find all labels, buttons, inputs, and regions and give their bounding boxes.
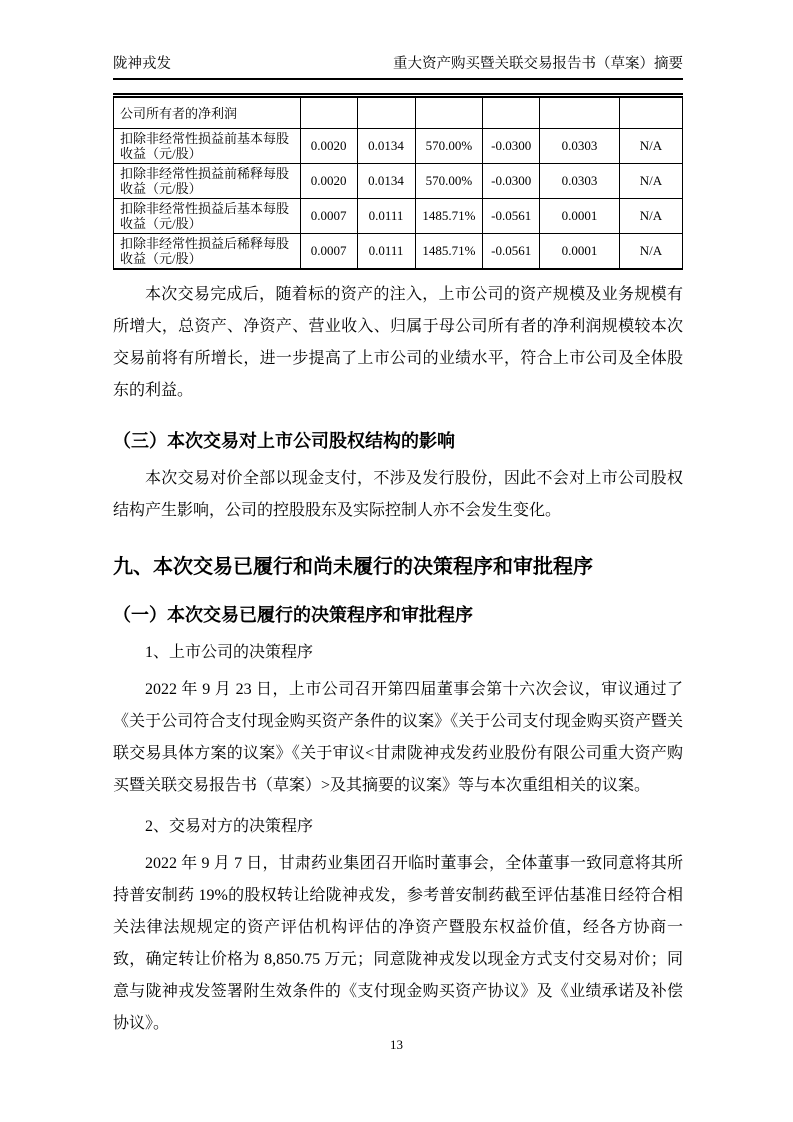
- table-row: [114, 164, 683, 199]
- subitem-2-counterparty-procedure: 2、交易对方的决策程序: [145, 818, 314, 835]
- cell-value: 0.0020: [300, 164, 357, 199]
- cell-value: -0.0300: [483, 164, 540, 199]
- row-label: 扣除非经常性损益前稀释每股收益（元/股）: [114, 164, 301, 199]
- page-number: 13: [390, 1037, 403, 1052]
- cell-value: 0.0111: [357, 234, 415, 270]
- cell-value: [540, 96, 620, 129]
- cell-value: 0.0303: [540, 164, 620, 199]
- paragraph-transaction-effect: 本次交易完成后，随着标的资产的注入，上市公司的资产规模及业务规模有所增大，总资产、净资产、营业收入、归属于母公司所有者的净利润规模较本次交易前将有所增长，进一步提高了上市公司的业绩水平，符合上市公司及全体股东的利益。: [113, 286, 683, 399]
- paragraph-equity-structure: 本次交易对价全部以现金支付，不涉及发行股份，因此不会对上市公司股权结构产生影响，公司的控股股东及实际控制人亦不会发生变化。: [113, 470, 683, 519]
- table-row: [114, 129, 683, 164]
- header-doc-title: 重大资产购买暨关联交易报告书（草案）摘要: [393, 56, 683, 72]
- cell-value: 0.0111: [357, 199, 415, 234]
- cell-value: N/A: [619, 164, 682, 199]
- row-label: 扣除非经常性损益前基本每股收益（元/股）: [114, 129, 301, 164]
- table-row: [114, 96, 683, 129]
- cell-value: -0.0561: [483, 234, 540, 270]
- page-header: [113, 56, 683, 80]
- subitem-1-listed-company-procedure: 1、上市公司的决策程序: [145, 644, 314, 661]
- cell-value: 0.0020: [300, 129, 357, 164]
- heading-section-3-equity-structure: （三）本次交易对上市公司股权结构的影响: [113, 431, 455, 451]
- financial-indicators-table: [113, 93, 683, 270]
- cell-value: 570.00%: [415, 164, 483, 199]
- row-label: 扣除非经常性损益后基本每股收益（元/股）: [114, 199, 301, 234]
- cell-value: 1485.71%: [415, 199, 483, 234]
- cell-value: N/A: [619, 129, 682, 164]
- cell-value: 0.0001: [540, 234, 620, 270]
- cell-value: 0.0303: [540, 129, 620, 164]
- cell-value: 1485.71%: [415, 234, 483, 270]
- cell-value: [415, 96, 483, 129]
- cell-value: 0.0134: [357, 164, 415, 199]
- header-company-name: 陇神戎发: [113, 56, 171, 72]
- cell-value: N/A: [619, 234, 682, 270]
- cell-value: [619, 96, 682, 129]
- cell-value: [300, 96, 357, 129]
- heading-section-9-1-completed-procedures: （一）本次交易已履行的决策程序和审批程序: [113, 605, 473, 625]
- row-label: 扣除非经常性损益后稀释每股收益（元/股）: [114, 234, 301, 270]
- cell-value: [483, 96, 540, 129]
- page-content: [113, 56, 683, 1040]
- cell-value: 570.00%: [415, 129, 483, 164]
- table-row: [114, 199, 683, 234]
- row-label: 公司所有者的净利润: [114, 96, 301, 129]
- paragraph-counterparty-procedure: 2022 年 9 月 7 日，甘肃药业集团召开临时董事会，全体董事一致同意将其所持普安制药 19%的股权转让给陇神戎发，参考普安制药截至评估基准日经符合相关法律法规规定的资产评估机构评估的净资产暨股东权益价值，经各方协商一致，确定转让价格为 8,850.75 万元；同意陇神戎发以现金方式支付交易对价；同意与陇神戎发签署附生效条件的《支付现金购买资产协议》及《业绩承诺及补偿协议》。: [113, 855, 683, 1032]
- cell-value: [357, 96, 415, 129]
- heading-section-9-procedures: 九、本次交易已履行和尚未履行的决策程序和审批程序: [113, 556, 593, 578]
- cell-value: 0.0007: [300, 234, 357, 270]
- cell-value: 0.0007: [300, 199, 357, 234]
- cell-value: 0.0134: [357, 129, 415, 164]
- paragraph-listed-company-procedure: 2022 年 9 月 23 日，上市公司召开第四届董事会第十六次会议，审议通过了《关于公司符合支付现金购买资产条件的议案》《关于公司支付现金购买资产暨关联交易具体方案的议案》《关于审议<甘肃陇神戎发药业股份有限公司重大资产购买暨关联交易报告书（草案）>及其摘要的议案》等与本次重组相关的议案。: [113, 681, 683, 794]
- cell-value: N/A: [619, 199, 682, 234]
- table-row: [114, 234, 683, 270]
- cell-value: -0.0561: [483, 199, 540, 234]
- cell-value: -0.0300: [483, 129, 540, 164]
- cell-value: 0.0001: [540, 199, 620, 234]
